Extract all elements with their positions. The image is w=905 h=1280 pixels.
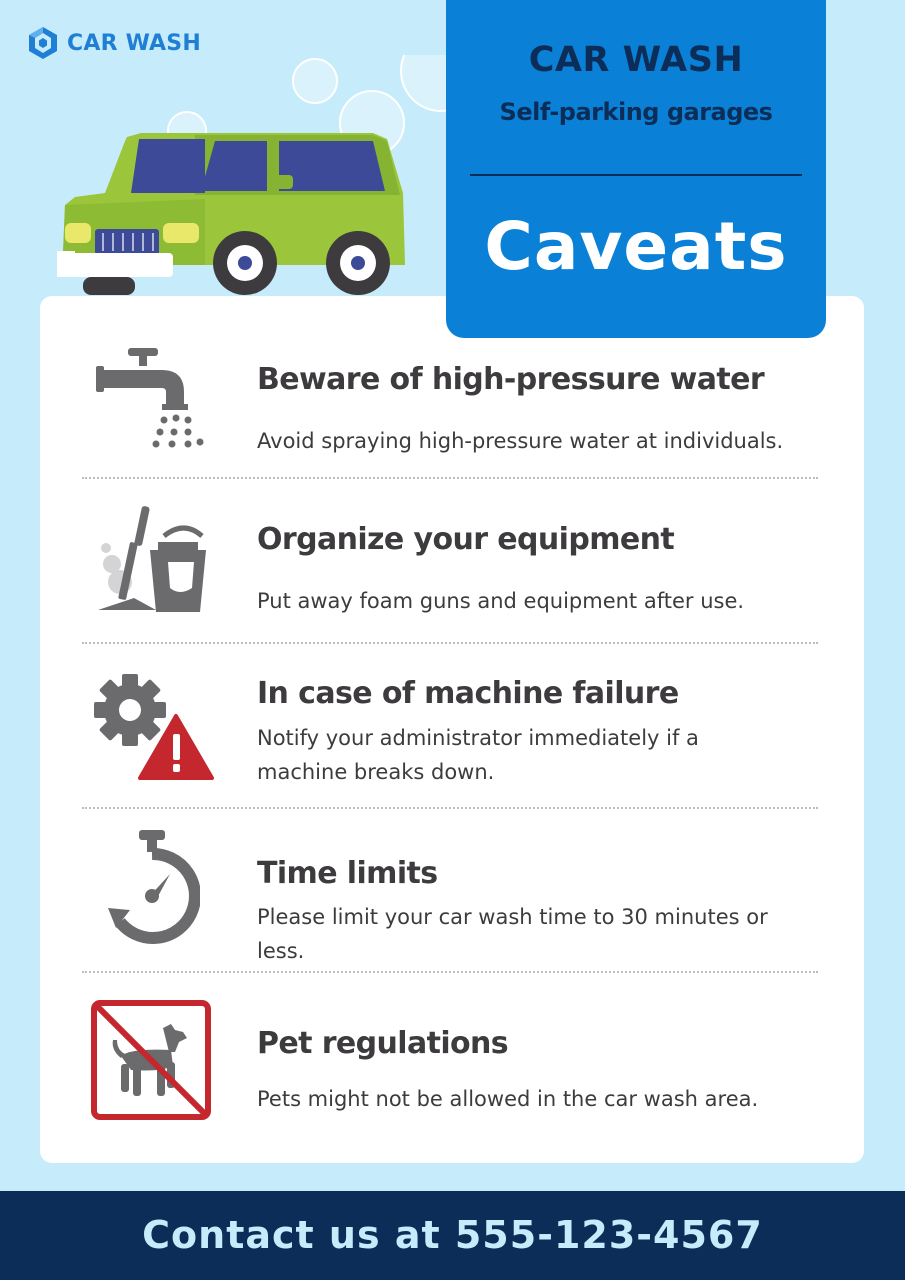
item-description: Pets might not be allowed in the car wash area. <box>257 1087 759 1111</box>
faucet-icon <box>92 346 204 450</box>
item-title: In case of machine failure <box>257 676 679 711</box>
item-title: Beware of high-pressure water <box>257 362 765 397</box>
page-title: Caveats <box>484 208 788 285</box>
item-title: Pet regulations <box>257 1026 509 1061</box>
title-panel <box>446 0 826 338</box>
car-illustration <box>55 55 455 305</box>
footer-bar <box>0 1191 905 1280</box>
mop-bucket-icon <box>94 506 206 614</box>
item-description: Notify your administrator immediately if a machine breaks down. <box>257 726 699 784</box>
gear-warning-icon <box>94 674 214 780</box>
divider <box>82 642 818 644</box>
item-title: Organize your equipment <box>257 522 675 557</box>
subtitle: Self-parking garages <box>499 98 773 126</box>
logo-text: CAR WASH <box>67 30 201 56</box>
item-description: Put away foam guns and equipment after use. <box>257 589 745 613</box>
divider <box>82 971 818 973</box>
item-description: Avoid spraying high-pressure water at individuals. <box>257 429 784 453</box>
contact-text: Contact us at 555-123-4567 <box>142 1213 763 1257</box>
item-title: Time limits <box>257 856 438 891</box>
no-pets-icon <box>91 1000 211 1120</box>
title-divider <box>470 174 802 176</box>
item-description: Please limit your car wash time to 30 minutes or less. <box>257 905 768 963</box>
divider <box>82 807 818 809</box>
brand-title: CAR WASH <box>528 40 744 80</box>
stopwatch-icon <box>104 830 200 946</box>
divider <box>82 477 818 479</box>
